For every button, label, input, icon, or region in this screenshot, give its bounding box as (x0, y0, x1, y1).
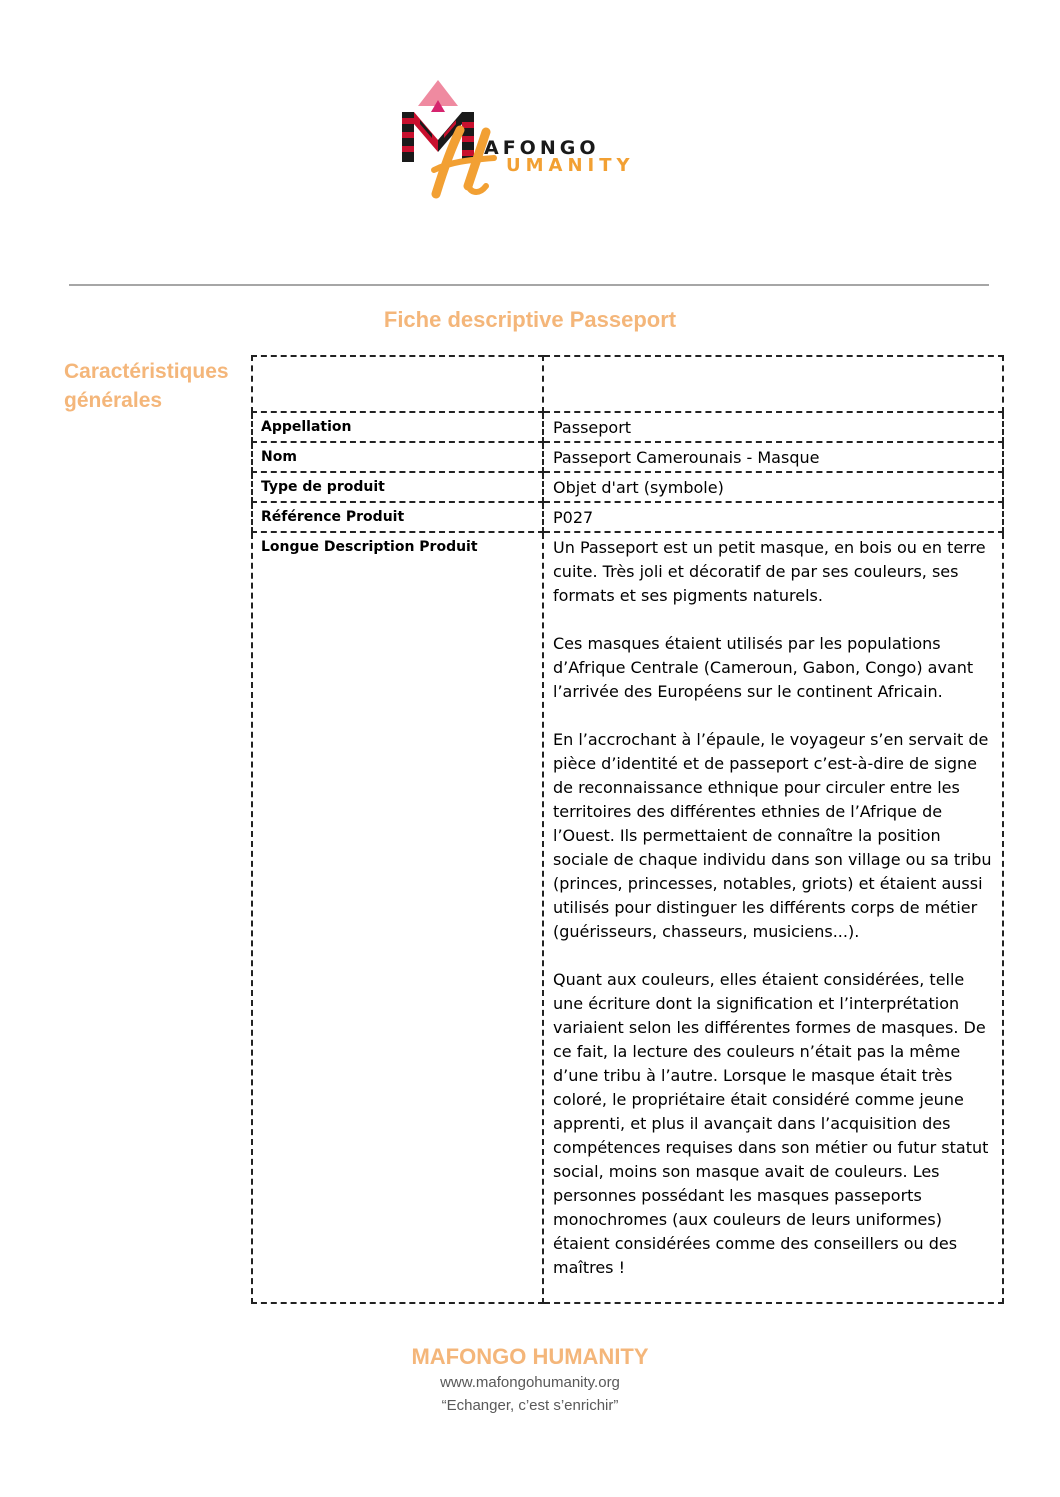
footer-tagline: “Echanger, c’est s’enrichir” (441, 1397, 619, 1414)
description-paragraph: Quant aux couleurs, elles étaient considérées, telle une écriture dont la signification et l’interprétation variaient selon les différentes formes de masques. De ce fait, la lecture des couleurs n’était pas la même d’une tribu à l’autre. Lorsque le masque était très coloré, le propriétaire était considéré comme jeune apprenti, et plus il avançait dans l’acquisition des compétences requises dans son métier ou futur statut social, moins son masque avait de couleurs. Les personnes possédant les masques passeports monochromes (aux couleurs de leurs uniformes) étaient considérées comme des conseillers ou des maîtres ! (553, 970, 989, 1277)
footer-website: www.mafongohumanity.org (440, 1374, 620, 1391)
section-title: Caractéristiques générales (64, 360, 229, 412)
table-header-row (252, 356, 1003, 412)
table-row (252, 472, 1003, 502)
row-value-description (543, 532, 1003, 1303)
table-header-key (252, 356, 543, 412)
row-key-type: Type de produit (252, 472, 543, 502)
table-row (252, 502, 1003, 532)
spec-table (251, 355, 1004, 1304)
description-paragraph: Ces masques étaient utilisés par les populations d’Afrique Centrale (Cameroun, Gabon, Congo) avant l’arrivée des Européens sur le continent Africain. (553, 634, 974, 701)
table-row (252, 412, 1003, 442)
footer-brand: MAFONGO HUMANITY (411, 1344, 649, 1369)
description-paragraph: Un Passeport est un petit masque, en bois ou en terre cuite. Très joli et décoratif de par ses couleurs, ses formats et ses pigments naturels. (553, 538, 986, 605)
row-key-description: Longue Description Produit (252, 532, 543, 1303)
header-divider (69, 284, 989, 286)
row-key-nom: Nom (252, 442, 543, 472)
table-row (252, 442, 1003, 472)
footer (0, 1343, 1060, 1417)
row-value-type: Objet d'art (symbole) (543, 472, 1003, 502)
row-value-reference: P027 (543, 502, 1003, 532)
mafongo-humanity-logo (398, 78, 650, 202)
logo-line-1: AFONGO (484, 137, 600, 159)
row-value-appellation: Passeport (543, 412, 1003, 442)
description-row (252, 532, 1003, 1303)
logo-graphic (398, 78, 650, 202)
row-key-reference: Référence Produit (252, 502, 543, 532)
document-title: Fiche descriptive Passeport (383, 307, 677, 332)
description-paragraph: En l’accrochant à l’épaule, le voyageur s’en servait de pièce d’identité et de passeport c’est-à-dire de signe de reconnaissance ethnique pour circuler entre les territoires des différentes ethnies de l’Afrique de l’Ouest. Ils permettaient de connaître la position sociale de chaque individu dans son village ou sa tribu (princes, princesses, notables, griots) et étaient aussi utilisés pour distinguer les différents corps de métier (guérisseurs, chasseurs, musiciens...). (553, 730, 992, 941)
logo-line-2: UMANITY (506, 155, 635, 176)
row-value-nom: Passeport Camerounais - Masque (543, 442, 1003, 472)
table-header-value (543, 356, 1003, 412)
row-key-appellation: Appellation (252, 412, 543, 442)
